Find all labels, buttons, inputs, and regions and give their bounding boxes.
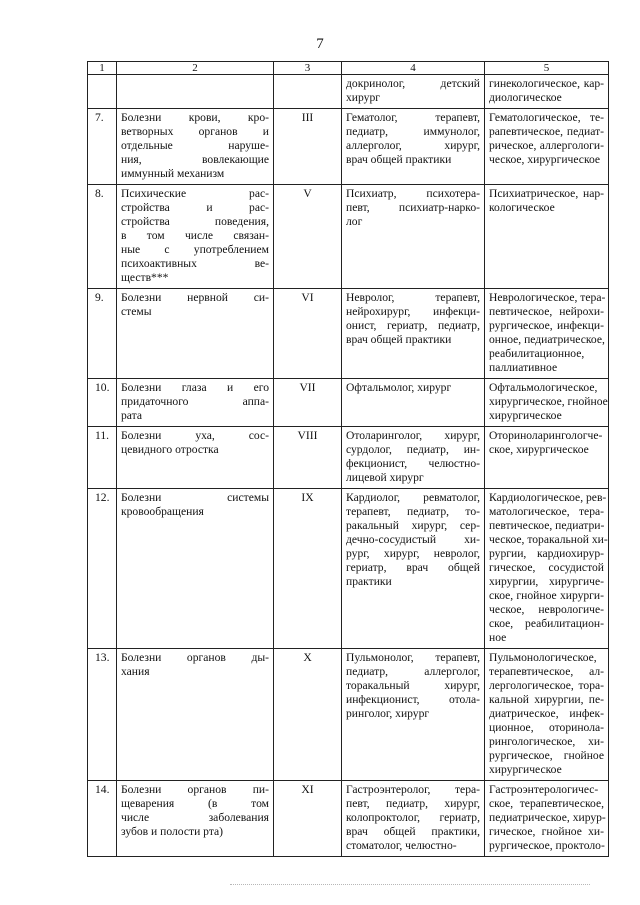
specialists-line: Невролог, терапевт,: [346, 291, 480, 304]
disease-line: иммунный механизм: [121, 167, 225, 180]
page-number: 7: [316, 36, 324, 52]
disease-line: хания: [121, 665, 150, 678]
row-number: 14.: [88, 781, 117, 857]
icd-class: V: [274, 185, 342, 289]
profile-line: ское, терапевтическое,: [489, 797, 604, 810]
specialists-line: рург, хирург, невролог,: [346, 547, 480, 560]
profile-cell: [485, 781, 609, 857]
profile-line: кальной хирургии, пе-: [489, 693, 604, 706]
profile-cell: [485, 185, 609, 289]
specialists-line: стоматолог, челюстно-: [346, 839, 457, 852]
disease-line: Болезни крови, кро-: [121, 111, 269, 124]
specialists-cell: [342, 75, 485, 109]
table-row: [88, 379, 609, 427]
specialists-line: Гематолог, терапевт,: [346, 111, 480, 124]
profile-line: ное: [489, 631, 507, 644]
profile-cell: [485, 489, 609, 649]
disease-group-cell: [117, 289, 274, 379]
profile-line: Неврологическое, тера-: [489, 291, 606, 304]
specialists-line: Психиатр, психотера-: [346, 187, 480, 200]
specialists-cell: [342, 427, 485, 489]
table-header-row: [88, 62, 609, 75]
specialists-cell: [342, 781, 485, 857]
profile-line: гическое, сосудистой: [489, 561, 604, 574]
profile-line: ское, реабилитацион-: [489, 617, 604, 630]
table-row: [88, 75, 609, 109]
disease-line: Болезни уха, сос-: [121, 429, 269, 442]
specialists-line: торакальный хирург,: [346, 679, 480, 692]
icd-class: [274, 75, 342, 109]
specialists-line: сурдолог, педиатр, ин-: [346, 443, 480, 456]
specialists-line: врач общей практики,: [346, 825, 480, 838]
disease-line: зубов и полости рта): [121, 825, 224, 838]
profile-cell: [485, 75, 609, 109]
disease-line: рата: [121, 409, 142, 422]
profile-line: Гастроэнтерологичес-: [489, 783, 599, 796]
specialists-line: ракальный хирург, сер-: [346, 519, 480, 532]
table-row: [88, 427, 609, 489]
profile-line: Пульмонологическое,: [489, 651, 597, 664]
disease-line: стройства и рас-: [121, 201, 269, 214]
profile-line: ское, гнойное хирурги-: [489, 589, 604, 602]
disease-group-cell: [117, 649, 274, 781]
table-row: [88, 109, 609, 185]
disease-line: ветворных органов и: [121, 125, 269, 138]
column-header: 2: [117, 62, 274, 75]
profile-line: матологическое, тера-: [489, 505, 604, 518]
specialists-line: колопроктолог, гериатр,: [346, 811, 480, 824]
profile-line: паллиативное: [489, 361, 558, 374]
row-number: [88, 75, 117, 109]
specialists-line: ринголог, хирург: [346, 707, 430, 720]
row-number: 12.: [88, 489, 117, 649]
profile-line: кологическое: [489, 201, 555, 214]
specialists-line: дечно-сосудистый хи-: [346, 533, 480, 546]
specialists-line: педиатр, аллерголог,: [346, 665, 480, 678]
specialists-line: хирург: [346, 91, 380, 104]
specialists-line: лицевой хирург: [346, 471, 424, 484]
profile-line: рургическое, инфекци-: [489, 319, 604, 332]
icd-class: X: [274, 649, 342, 781]
disease-group-cell: [117, 109, 274, 185]
disease-group-cell: [117, 427, 274, 489]
disease-line: ния, вовлекающие: [121, 153, 269, 166]
specialists-cell: [342, 185, 485, 289]
profile-line: рургии, кардиохирур-: [489, 547, 604, 560]
disease-line: ществ***: [121, 271, 169, 284]
disease-line: стемы: [121, 305, 152, 318]
specialists-line: Офтальмолог, хирург: [346, 381, 452, 394]
specialists-cell: [342, 109, 485, 185]
specialists-line: фекционист, челюстно-: [346, 457, 480, 470]
profile-line: гинекологическое, кар-: [489, 77, 604, 90]
row-number: 11.: [88, 427, 117, 489]
specialists-line: инфекционист, отола-: [346, 693, 480, 706]
profile-line: певтическое, педиатри-: [489, 519, 605, 532]
profile-line: рургическое, проктоло-: [489, 839, 605, 852]
profile-cell: [485, 289, 609, 379]
specialists-line: Кардиолог, ревматолог,: [346, 491, 480, 504]
disease-line: придаточного аппа-: [121, 395, 269, 408]
profile-line: певтическое, нейрохи-: [489, 305, 604, 318]
disease-line: Болезни глаза и его: [121, 381, 269, 394]
specialists-line: онист, гериатр, педиатр,: [346, 319, 480, 332]
profile-line: ционное, оторинола-: [489, 721, 604, 734]
icd-class: VII: [274, 379, 342, 427]
disease-line: отдельные наруше-: [121, 139, 269, 152]
disease-line: ные с употреблением: [121, 243, 269, 256]
profile-line: лергологическое, тора-: [489, 679, 604, 692]
profile-line: ческое, неврологиче-: [489, 603, 604, 616]
profile-cell: [485, 649, 609, 781]
profile-cell: [485, 379, 609, 427]
disease-line: Психические рас-: [121, 187, 269, 200]
table-row: [88, 289, 609, 379]
specialists-line: педиатр, иммунолог,: [346, 125, 480, 138]
profile-line: педиатрическое, хирур-: [489, 811, 606, 824]
profile-line: ское, хирургическое: [489, 443, 589, 456]
specialists-line: аллерголог, хирург,: [346, 139, 480, 152]
profile-line: хирургическое, гнойное: [489, 395, 608, 408]
profile-line: рапевтическое, педиат-: [489, 125, 604, 138]
profile-line: рингологическое, хи-: [489, 735, 604, 748]
table-row: [88, 649, 609, 781]
profile-line: ческое, хирургическое: [489, 153, 601, 166]
specialists-line: практики: [346, 575, 392, 588]
disease-group-cell: [117, 781, 274, 857]
specialists-line: Пульмонолог, терапевт,: [346, 651, 480, 664]
row-number: 10.: [88, 379, 117, 427]
disease-line: Болезни органов пи-: [121, 783, 269, 796]
profile-line: диологическое: [489, 91, 562, 104]
profile-line: реабилитационное,: [489, 347, 585, 360]
profile-line: Гематологическое, те-: [489, 111, 604, 124]
specialists-line: гериатр, врач общей: [346, 561, 480, 574]
specialists-line: Гастроэнтеролог, тера-: [346, 783, 480, 796]
icd-class: VI: [274, 289, 342, 379]
specialists-line: лог: [346, 215, 363, 228]
row-number: 8.: [88, 185, 117, 289]
disease-line: щеварения (в том: [121, 797, 269, 810]
disease-line: в том числе связан-: [121, 229, 269, 242]
column-header: 5: [485, 62, 609, 75]
specialists-line: терапевт, педиатр, то-: [346, 505, 480, 518]
row-number: 7.: [88, 109, 117, 185]
disease-line: числе заболевания: [121, 811, 269, 824]
table-body: [88, 62, 609, 857]
specialists-cell: [342, 649, 485, 781]
specialists-cell: [342, 289, 485, 379]
specialists-line: нейрохирург, инфекци-: [346, 305, 480, 318]
profile-line: гическое, гнойное хи-: [489, 825, 604, 838]
row-number: 9.: [88, 289, 117, 379]
icd-class: XI: [274, 781, 342, 857]
profile-line: онное, педиатрическое,: [489, 333, 605, 346]
icd-class: III: [274, 109, 342, 185]
medical-profile-table: [87, 61, 609, 857]
table-row: [88, 185, 609, 289]
profile-line: хирургии, хирургиче-: [489, 575, 604, 588]
specialists-cell: [342, 489, 485, 649]
table-row: [88, 489, 609, 649]
row-number: 13.: [88, 649, 117, 781]
column-header: 1: [88, 62, 117, 75]
profile-cell: [485, 109, 609, 185]
specialists-line: Отоларинголог, хирург,: [346, 429, 480, 442]
disease-line: Болезни нервной си-: [121, 291, 269, 304]
profile-line: Офтальмологическое,: [489, 381, 598, 394]
scan-noise-dots: [230, 884, 590, 889]
specialists-line: врач общей практики: [346, 153, 452, 166]
disease-group-cell: [117, 379, 274, 427]
profile-line: хирургическое: [489, 409, 562, 422]
disease-line: кровообращения: [121, 505, 204, 518]
profile-line: Оториноларингологче-: [489, 429, 603, 442]
profile-line: рическое, аллергологи-: [489, 139, 604, 152]
specialists-cell: [342, 379, 485, 427]
disease-line: Болезни системы: [121, 491, 269, 504]
disease-line: психоактивных ве-: [121, 257, 269, 270]
profile-line: диатрическое, инфек-: [489, 707, 604, 720]
profile-cell: [485, 427, 609, 489]
profile-line: Кардиологическое, рев-: [489, 491, 607, 504]
profile-line: терапевтическое, ал-: [489, 665, 604, 678]
disease-group-cell: [117, 75, 274, 109]
column-header: 3: [274, 62, 342, 75]
profile-line: хирургическое: [489, 763, 562, 776]
profile-line: рургическое, гнойное: [489, 749, 604, 762]
icd-class: IX: [274, 489, 342, 649]
specialists-line: докринолог, детский: [346, 77, 480, 90]
profile-line: Психиатрическое, нар-: [489, 187, 604, 200]
disease-group-cell: [117, 185, 274, 289]
specialists-line: певт, психиатр-нарко-: [346, 201, 480, 214]
disease-line: Болезни органов ды-: [121, 651, 269, 664]
specialists-line: врач общей практики: [346, 333, 452, 346]
icd-class: VIII: [274, 427, 342, 489]
table-row: [88, 781, 609, 857]
disease-group-cell: [117, 489, 274, 649]
specialists-line: певт, педиатр, хирург,: [346, 797, 480, 810]
profile-line: ческое, торакальной хи-: [489, 533, 608, 546]
column-header: 4: [342, 62, 485, 75]
disease-line: стройства поведения,: [121, 215, 269, 228]
disease-line: цевидного отростка: [121, 443, 219, 456]
